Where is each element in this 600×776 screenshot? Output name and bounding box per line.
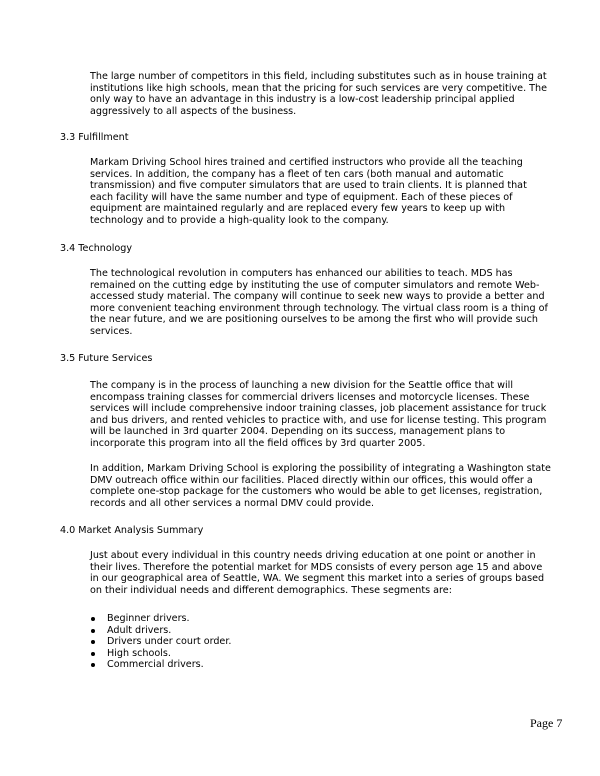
text-line: encompass training classes for commercial drivers licenses and motorcycle licenses. These <box>90 391 530 403</box>
text-line: records and all other services a normal DMV could provide. <box>90 497 375 509</box>
text-line: DMV outreach office within our facilities. Placed directly within our offices, this would offer a <box>90 474 533 486</box>
text-line: only way to have an advantage in this industry is a low-cost leadership principal applied <box>90 94 515 106</box>
list-item: Beginner drivers. <box>90 613 231 625</box>
text-line: Just about every individual in this country needs driving education at one point or another in <box>90 550 536 561</box>
paragraph-future-services-1 <box>90 380 570 450</box>
text-line: services. <box>90 325 133 337</box>
paragraph-technology <box>90 268 570 338</box>
list-item: High schools. <box>90 648 231 660</box>
text-line: their lives. Therefore the potential market for MDS consists of every person age 15 and above <box>90 561 543 573</box>
text-line: complete one-stop package for the customers who would be able to get licenses, registration, <box>90 486 543 498</box>
section-heading-market-analysis: 4.0 Market Analysis Summary <box>60 525 204 536</box>
section-heading-technology: 3.4 Technology <box>60 243 133 254</box>
list-item: Adult drivers. <box>90 625 231 637</box>
text-line: In addition, Markam Driving School is exploring the possibility of integrating a Washington state <box>90 463 551 474</box>
paragraph-future-services-2 <box>90 463 570 509</box>
text-line: The technological revolution in computers has enhanced our abilities to teach. MDS has <box>90 268 513 279</box>
text-line: on their individual needs and different demographics. These segments are: <box>90 584 452 596</box>
text-line: services. In addition, the company has a fleet of ten cars (both manual and automatic <box>90 168 504 180</box>
text-line: The company is in the process of launching a new division for the Seattle office that will <box>90 380 513 391</box>
text-line: incorporate this program into all the field offices by 3rd quarter 2005. <box>90 437 426 449</box>
text-line: remained on the cutting edge by instituting the use of computer simulators and remote Web- <box>90 279 540 291</box>
section-heading-fulfillment: 3.3 Fulfillment <box>60 132 129 143</box>
text-line: in our geographical area of Seattle, WA. We segment this market into a series of groups based <box>90 573 545 585</box>
paragraph-market-analysis <box>90 550 570 596</box>
text-line: and bus drivers, and rented vehicles to practice with, and use for license testing. This program <box>90 414 547 426</box>
paragraph-fulfillment <box>90 157 570 227</box>
text-line: each facility will have the same number and type of equipment. Each of these pieces of <box>90 191 513 203</box>
section-heading-future-services: 3.5 Future Services <box>60 353 153 364</box>
text-line: the near future, and we are positioning ourselves to be among the first who will provide such <box>90 314 538 326</box>
text-line: will be launched in 3rd quarter 2004. Depending on its success, management plans to <box>90 426 506 438</box>
text-line: technology and to provide a high-quality look to the company. <box>90 214 389 226</box>
text-line: more convenient teaching environment through technology. The virtual class room is a thing of <box>90 302 548 314</box>
market-segments-list <box>90 613 231 671</box>
list-item: Drivers under court order. <box>90 636 231 648</box>
list-item: Commercial drivers. <box>90 659 231 671</box>
text-line: services will include comprehensive indoor training classes, job placement assistance for truck <box>90 403 547 415</box>
text-line: equipment are maintained regularly and are replaced every few years to keep up with <box>90 203 506 215</box>
text-line: Markam Driving School hires trained and certified instructors who provide all the teaching <box>90 157 523 168</box>
text-line: accessed study material. The company will continue to seek new ways to provide a better and <box>90 291 545 303</box>
text-line: institutions like high schools, mean that the pricing for such services are very competitive. The <box>90 82 548 94</box>
text-line: aggressively to all aspects of the business. <box>90 105 297 117</box>
text-line: transmission) and five computer simulators that are used to train clients. It is planned that <box>90 180 527 192</box>
page-number: Page 7 <box>530 716 563 730</box>
paragraph-competitors <box>90 71 570 117</box>
text-line: The large number of competitors in this field, including substitutes such as in house training at <box>90 71 547 82</box>
